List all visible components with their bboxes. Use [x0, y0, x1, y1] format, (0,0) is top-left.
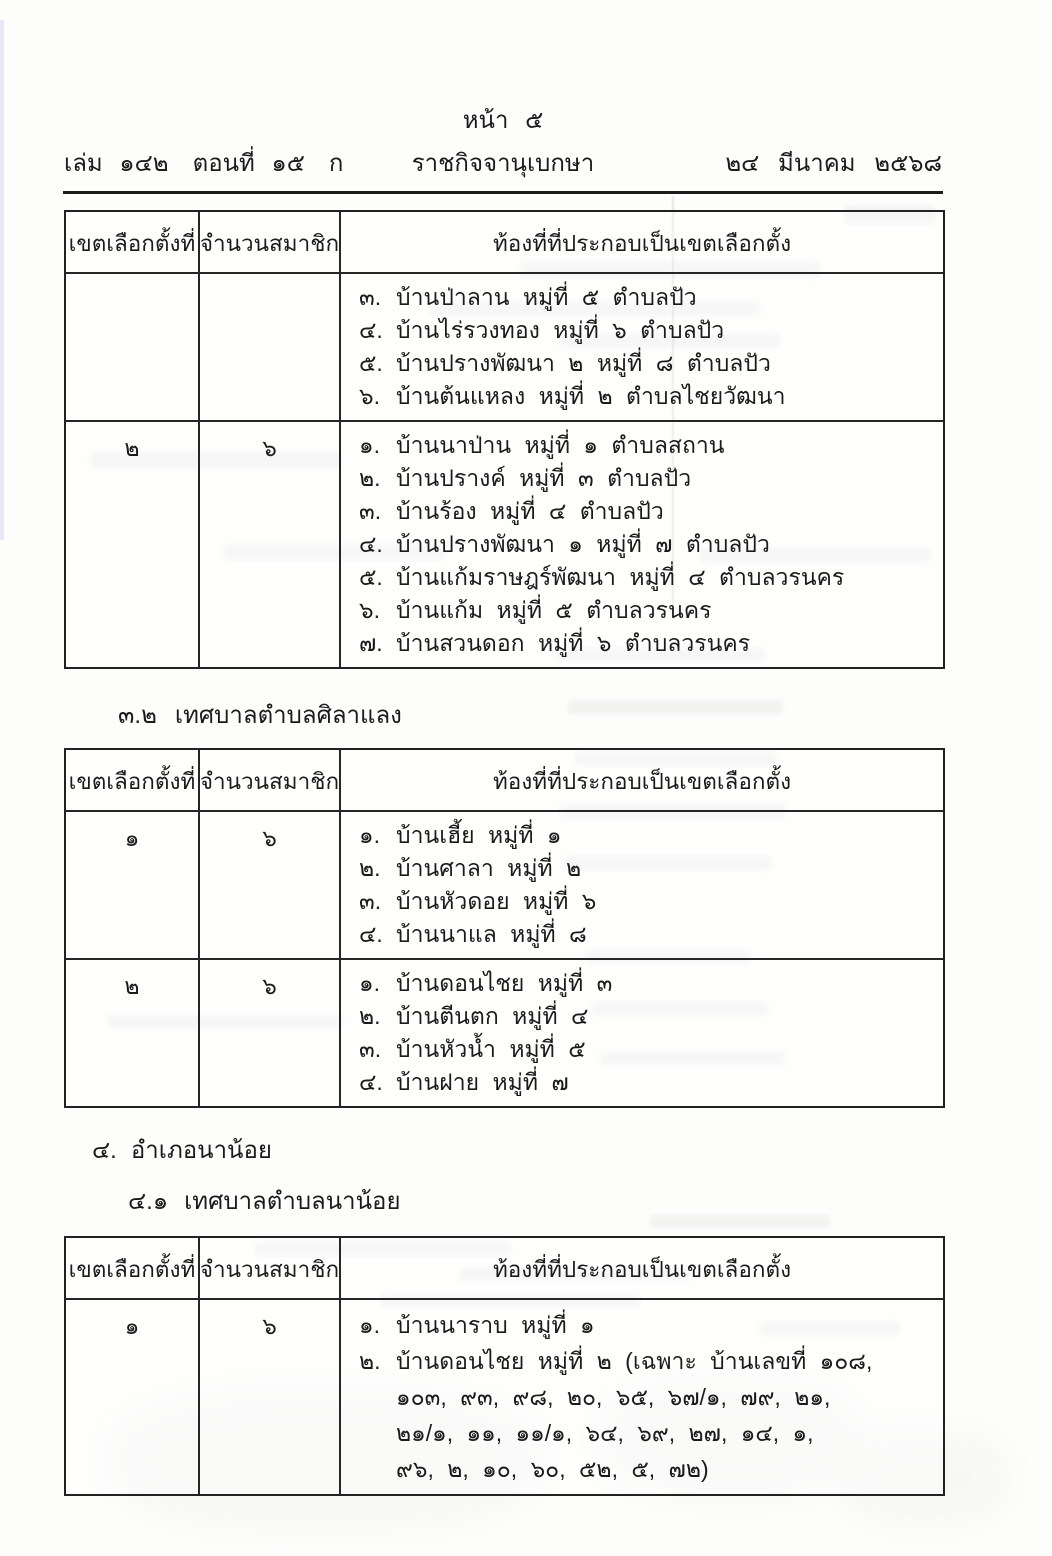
area-item-number: ๑. — [359, 1312, 380, 1338]
district-number: ๒ — [66, 422, 200, 667]
col-header-area: ท้องที่ที่ประกอบเป็นเขตเลือกตั้ง — [492, 769, 792, 794]
area-item-number: ๓. — [359, 888, 382, 914]
area-item-number: ๔. — [359, 921, 383, 947]
election-table-silalaeng — [64, 748, 945, 1108]
book-label: ก — [328, 150, 344, 177]
area-item-text: บ้านนาราบ หมู่ที่ ๑ — [396, 1312, 595, 1338]
section-number: ๔.๑ — [128, 1188, 169, 1215]
volume-label: เล่ม ๑๔๒ — [64, 150, 169, 177]
area-item-number: ๓. — [359, 1036, 382, 1062]
masthead — [64, 143, 942, 182]
area-item — [359, 627, 933, 660]
col-header-members: จำนวนสมาชิก — [200, 1238, 341, 1298]
area-item — [359, 852, 933, 885]
area-item-number: ๒. — [359, 855, 381, 881]
area-item-text: บ้านปรางค์ หมู่ที่ ๓ ตำบลปัว — [396, 465, 692, 491]
section-title: เทศบาลตำบลศิลาแลง — [174, 702, 402, 729]
area-item-text: บ้านนาป่าน หมู่ที่ ๑ ตำบลสถาน — [396, 432, 725, 458]
area-item-number: ๕. — [359, 350, 383, 376]
section-number: ๓.๒ — [118, 702, 157, 729]
area-item-number: ๑. — [359, 822, 380, 848]
area-item-number: ๓. — [359, 498, 382, 524]
area-item — [359, 885, 933, 918]
page-number: หน้า ๕ — [462, 107, 544, 134]
col-header-members: จำนวนสมาชิก — [200, 750, 341, 810]
area-item-text: บ้านหัวดอย หมู่ที่ ๖ — [396, 888, 597, 914]
area-item — [359, 594, 933, 627]
area-item-text: บ้านไร่รวงทอง หมู่ที่ ๖ ตำบลปัว — [396, 317, 725, 343]
area-item-text: บ้านฝาย หมู่ที่ ๗ — [396, 1069, 569, 1095]
member-count: ๖ — [200, 1300, 341, 1494]
area-item-continuation: ๙๖, ๒, ๑๐, ๖๐, ๕๒, ๕, ๗๒) — [396, 1456, 709, 1482]
area-list — [341, 422, 943, 667]
area-item — [359, 528, 933, 561]
area-item-number: ๓. — [359, 284, 382, 310]
district-row — [66, 274, 943, 420]
section-title: อำเภอนาน้อย — [130, 1137, 272, 1164]
area-item-number: ๖. — [359, 383, 380, 409]
area-item-number: ๔. — [359, 317, 383, 343]
area-item-number: ๒. — [359, 1003, 381, 1029]
area-item-text: บ้านร้อง หมู่ที่ ๔ ตำบลปัว — [396, 498, 664, 524]
election-table-pua — [64, 210, 945, 669]
area-list — [341, 960, 943, 1106]
area-item-text: บ้านปรางพัฒนา ๑ หมู่ที่ ๗ ตำบลปัว — [396, 531, 770, 557]
area-list — [341, 812, 943, 958]
volume-part-info — [64, 143, 412, 182]
area-item-text: บ้านดอนไชย หมู่ที่ ๓ — [396, 970, 613, 996]
area-item-text: บ้านตีนตก หมู่ที่ ๔ — [396, 1003, 589, 1029]
area-item — [359, 819, 933, 852]
col-header-district: เขตเลือกตั้งที่ — [66, 750, 200, 810]
area-item-number: ๖. — [359, 597, 380, 623]
area-item-number: ๑. — [359, 432, 380, 458]
table-body — [66, 274, 943, 667]
area-item-text: บ้านแก้มราษฎร์พัฒนา หมู่ที่ ๔ ตำบลวรนคร — [396, 564, 845, 590]
area-item — [359, 380, 933, 413]
district-row — [66, 958, 943, 1106]
area-item-text: บ้านหัวน้ำ หมู่ที่ ๕ — [396, 1036, 586, 1062]
area-item — [359, 281, 933, 314]
section-title: เทศบาลตำบลนาน้อย — [184, 1188, 401, 1215]
section-heading-3-2 — [118, 695, 1052, 734]
member-count: ๖ — [200, 812, 341, 958]
area-item-text: บ้านป่าลาน หมู่ที่ ๕ ตำบลปัว — [396, 284, 697, 310]
area-item-text: บ้านปรางพัฒนา ๒ หมู่ที่ ๘ ตำบลปัว — [396, 350, 771, 376]
area-item-text: บ้านเฮี้ย หมู่ที่ ๑ — [396, 822, 562, 848]
area-item — [359, 495, 933, 528]
table-header-row — [66, 750, 943, 812]
district-row — [66, 420, 943, 667]
area-item-number: ๒. — [359, 1348, 381, 1374]
col-header-area: ท้องที่ที่ประกอบเป็นเขตเลือกตั้ง — [492, 231, 792, 256]
area-item — [359, 314, 933, 347]
district-number: ๑ — [66, 812, 200, 958]
area-item — [359, 918, 933, 951]
area-item-text: บ้านศาลา หมู่ที่ ๒ — [396, 855, 582, 881]
gazette-title: ราชกิจจานุเบกษา — [411, 150, 595, 177]
part-label: ตอนที่ ๑๕ — [192, 150, 305, 177]
area-item — [359, 1000, 933, 1033]
election-table-nanoi — [64, 1236, 945, 1496]
table-body — [66, 812, 943, 1106]
district-row — [66, 1300, 943, 1494]
col-header-district: เขตเลือกตั้งที่ — [66, 1238, 200, 1298]
table-header-row — [66, 1238, 943, 1300]
col-header-district: เขตเลือกตั้งที่ — [66, 212, 200, 272]
area-item-number: ๒. — [359, 465, 381, 491]
section-number: ๔. — [92, 1137, 117, 1164]
member-count: ๖ — [200, 960, 341, 1106]
area-item-number: ๑. — [359, 970, 380, 996]
area-item-text: บ้านนาแล หมู่ที่ ๘ — [396, 921, 587, 947]
area-item-text: บ้านต้นแหลง หมู่ที่ ๒ ตำบลไชยวัฒนา — [396, 383, 786, 409]
area-item-continuation: ๒๑/๑, ๑๑, ๑๑/๑, ๖๔, ๖๙, ๒๗, ๑๔, ๑, — [396, 1420, 814, 1446]
member-count — [200, 274, 341, 420]
area-item-text: บ้านดอนไชย หมู่ที่ ๒ (เฉพาะ บ้านเลขที่ ๑๐๘, — [396, 1348, 873, 1374]
area-item — [359, 429, 933, 462]
area-item-number: ๔. — [359, 1069, 383, 1095]
area-item — [359, 462, 933, 495]
area-list — [341, 1300, 943, 1494]
col-header-area: ท้องที่ที่ประกอบเป็นเขตเลือกตั้ง — [492, 1257, 792, 1282]
area-item-number: ๕. — [359, 564, 383, 590]
area-item — [359, 967, 933, 1000]
district-row — [66, 812, 943, 958]
area-item — [359, 1066, 933, 1099]
section-heading-4 — [92, 1130, 1052, 1169]
area-item — [359, 347, 933, 380]
table-body — [66, 1300, 943, 1494]
area-item — [359, 1343, 933, 1379]
col-header-members: จำนวนสมาชิก — [200, 212, 341, 272]
area-item-text: บ้านแก้ม หมู่ที่ ๕ ตำบลวรนคร — [396, 597, 712, 623]
area-item-text: บ้านสวนดอก หมู่ที่ ๖ ตำบลวรนคร — [396, 630, 751, 656]
area-item — [359, 561, 933, 594]
district-number: ๑ — [66, 1300, 200, 1494]
district-number — [66, 274, 200, 420]
area-item-number: ๔. — [359, 531, 383, 557]
section-heading-4-1 — [128, 1181, 1052, 1220]
masthead-rule — [63, 191, 943, 194]
area-item — [359, 1033, 933, 1066]
district-number: ๒ — [66, 960, 200, 1106]
area-item — [359, 1307, 933, 1343]
publication-date: ๒๔ มีนาคม ๒๕๖๘ — [725, 150, 942, 177]
area-item-continuation: ๑๐๓, ๙๓, ๙๘, ๒๐, ๖๕, ๖๗/๑, ๗๙, ๒๑, — [396, 1384, 831, 1410]
area-item-number: ๗. — [359, 630, 383, 656]
member-count: ๖ — [200, 422, 341, 667]
area-list — [341, 274, 943, 420]
table-header-row — [66, 212, 943, 274]
